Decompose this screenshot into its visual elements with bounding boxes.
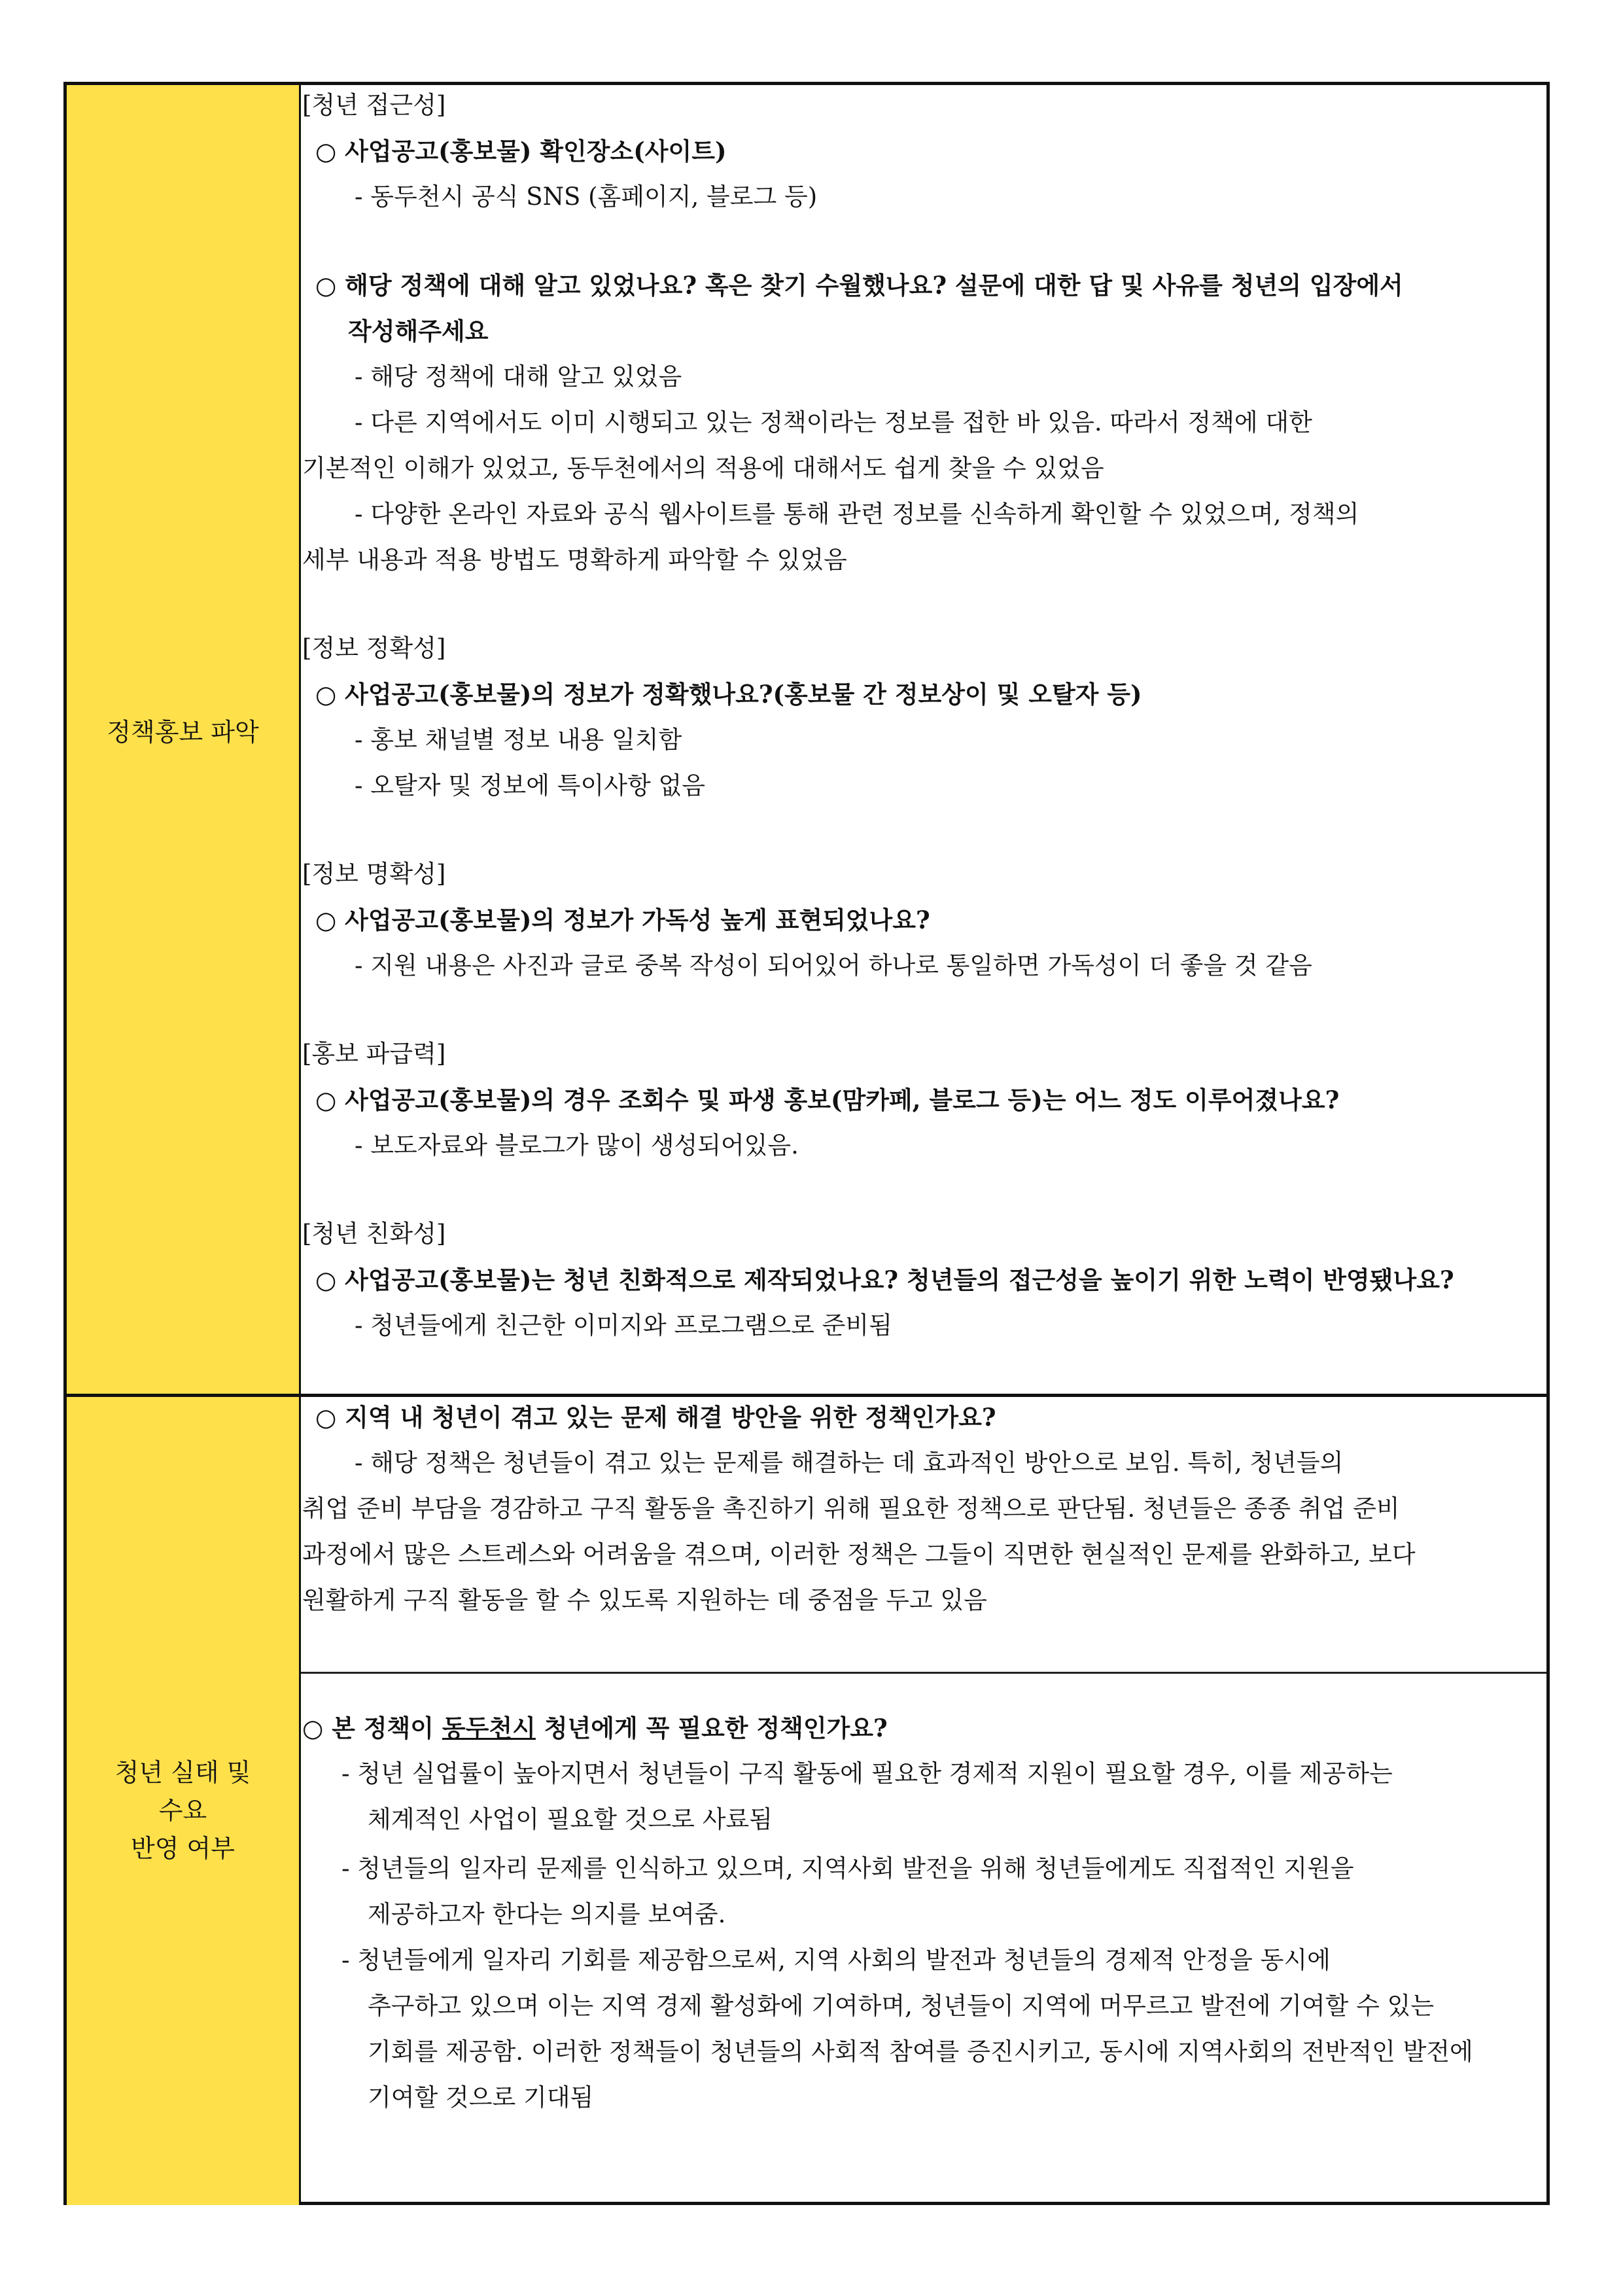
text-line: ○ 사업공고(홍보물)의 정보가 정확했나요?(홍보물 간 정보상이 및 오탈자 등) — [315, 680, 1142, 709]
text-line: 작성해주세요 — [348, 317, 489, 345]
text-line: 원활하게 구직 활동을 할 수 있도록 지원하는 데 중점을 두고 있음 — [302, 1586, 987, 1614]
text-line: 세부 내용과 적용 방법도 명확하게 파악할 수 있었음 — [302, 546, 847, 574]
section1-label: 정책홍보 파악 — [107, 718, 259, 747]
text-line: ○ 해당 정책에 대해 알고 있었나요? 혹은 찾기 수월했나요? 설문에 대한 답 및 사유를 청년의 입장에서 — [315, 271, 1403, 300]
text-line: - 홍보 채널별 정보 내용 일치함 — [355, 726, 682, 754]
text-line: 취업 준비 부담을 경감하고 구직 활동을 촉진하기 위해 필요한 정책으로 판단됨. 청년들은 종종 취업 준비 — [302, 1494, 1400, 1523]
text-line: - 보도자료와 블로그가 많이 생성되어있음. — [355, 1131, 799, 1159]
text-line: - 청년들에게 친근한 이미지와 프로그램으로 준비됨 — [355, 1311, 892, 1339]
section2-part1-content — [302, 1400, 1539, 1662]
text-line: [홍보 파급력] — [302, 1040, 446, 1068]
text-line: - 청년들의 일자리 문제를 인식하고 있으며, 지역사회 발전을 위해 청년들에게도 직접적인 지원을 — [341, 1854, 1354, 1882]
subsection-divider — [301, 1672, 1546, 1674]
section2-part2-content — [302, 1711, 1539, 2169]
text-line: - 지원 내용은 사진과 글로 중복 작성이 되어있어 하나로 통일하면 가독성이 더 좋을 것 같음 — [355, 951, 1312, 980]
question-text-end: 청년에게 꼭 필요한 정책인가요? — [535, 1714, 888, 1742]
column-divider — [299, 85, 301, 2202]
section2-label: 청년 실태 및 수요 반영 여부 — [114, 1758, 251, 1863]
text-line: - 다른 지역에서도 이미 시행되고 있는 정책이라는 정보를 접한 바 있음. 따라서 정책에 대한 — [355, 408, 1312, 436]
text-line: 기여할 것으로 기대됨 — [368, 2083, 594, 2111]
text-line: - 청년들에게 일자리 기회를 제공함으로써, 지역 사회의 발전과 청년들의 경제적 안정을 동시에 — [341, 1946, 1331, 1974]
text-line: [청년 친화성] — [302, 1220, 446, 1248]
text-line: [정보 명확성] — [302, 860, 446, 888]
underlined-city-name: 동두천시 — [442, 1714, 536, 1742]
text-line: ○ 사업공고(홍보물)의 경우 조회수 및 파생 홍보(맘카페, 블로그 등)는 어느 정도 이루어졌나요? — [315, 1086, 1340, 1114]
text-line: 체계적인 사업이 필요할 것으로 사료됨 — [368, 1805, 773, 1833]
section1-content — [302, 88, 1539, 1390]
text-line: - 동두천시 공식 SNS (홈페이지, 블로그 등) — [355, 183, 818, 211]
section-divider — [67, 1394, 1546, 1397]
section2-label-cell — [67, 1397, 299, 2205]
text-line: 기회를 제공함. 이러한 정책들이 청년들의 사회적 참여를 증진시키고, 동시에 지역사회의 전반적인 발전에 — [368, 2038, 1473, 2066]
question-text-start: ○ 본 정책이 — [302, 1714, 442, 1742]
text-line: 추구하고 있으며 이는 지역 경제 활성화에 기여하며, 청년들이 지역에 머무르고 발전에 기여할 수 있는 — [368, 1992, 1435, 2020]
text-line: - 다양한 온라인 자료와 공식 웹사이트를 통해 관련 정보를 신속하게 확인할 수 있었으며, 정책의 — [355, 500, 1359, 528]
text-line: 제공하고자 한다는 의지를 보여줌. — [368, 1900, 726, 1928]
text-line: ○ 지역 내 청년이 겪고 있는 문제 해결 방안을 위한 정책인가요? — [315, 1403, 996, 1432]
text-line: - 청년 실업률이 높아지면서 청년들이 구직 활동에 필요한 경제적 지원이 필요할 경우, 이를 제공하는 — [341, 1759, 1393, 1788]
text-line: - 해당 정책에 대해 알고 있었음 — [355, 362, 682, 391]
text-line: [청년 접근성] — [302, 91, 446, 119]
text-line — [302, 1711, 1539, 1745]
text-line: ○ 사업공고(홍보물)는 청년 친화적으로 제작되었나요? 청년들의 접근성을 높이기 위한 노력이 반영됐나요? — [315, 1265, 1454, 1294]
evaluation-table — [63, 82, 1550, 2205]
text-line: ○ 사업공고(홍보물)의 정보가 가독성 높게 표현되었나요? — [315, 906, 930, 934]
text-line: [정보 정확성] — [302, 634, 446, 662]
text-line: ○ 사업공고(홍보물) 확인장소(사이트) — [315, 137, 727, 166]
text-line: - 해당 정책은 청년들이 겪고 있는 문제를 해결하는 데 효과적인 방안으로 보임. 특히, 청년들의 — [355, 1449, 1344, 1477]
text-line: 기본적인 이해가 있었고, 동두천에서의 적용에 대해서도 쉽게 찾을 수 있었음 — [302, 454, 1104, 482]
text-line: 과정에서 많은 스트레스와 어려움을 겪으며, 이러한 정책은 그들이 직면한 현실적인 문제를 완화하고, 보다 — [302, 1540, 1416, 1568]
text-line: - 오탈자 및 정보에 특이사항 없음 — [355, 771, 705, 800]
section1-label-cell — [67, 85, 299, 1394]
